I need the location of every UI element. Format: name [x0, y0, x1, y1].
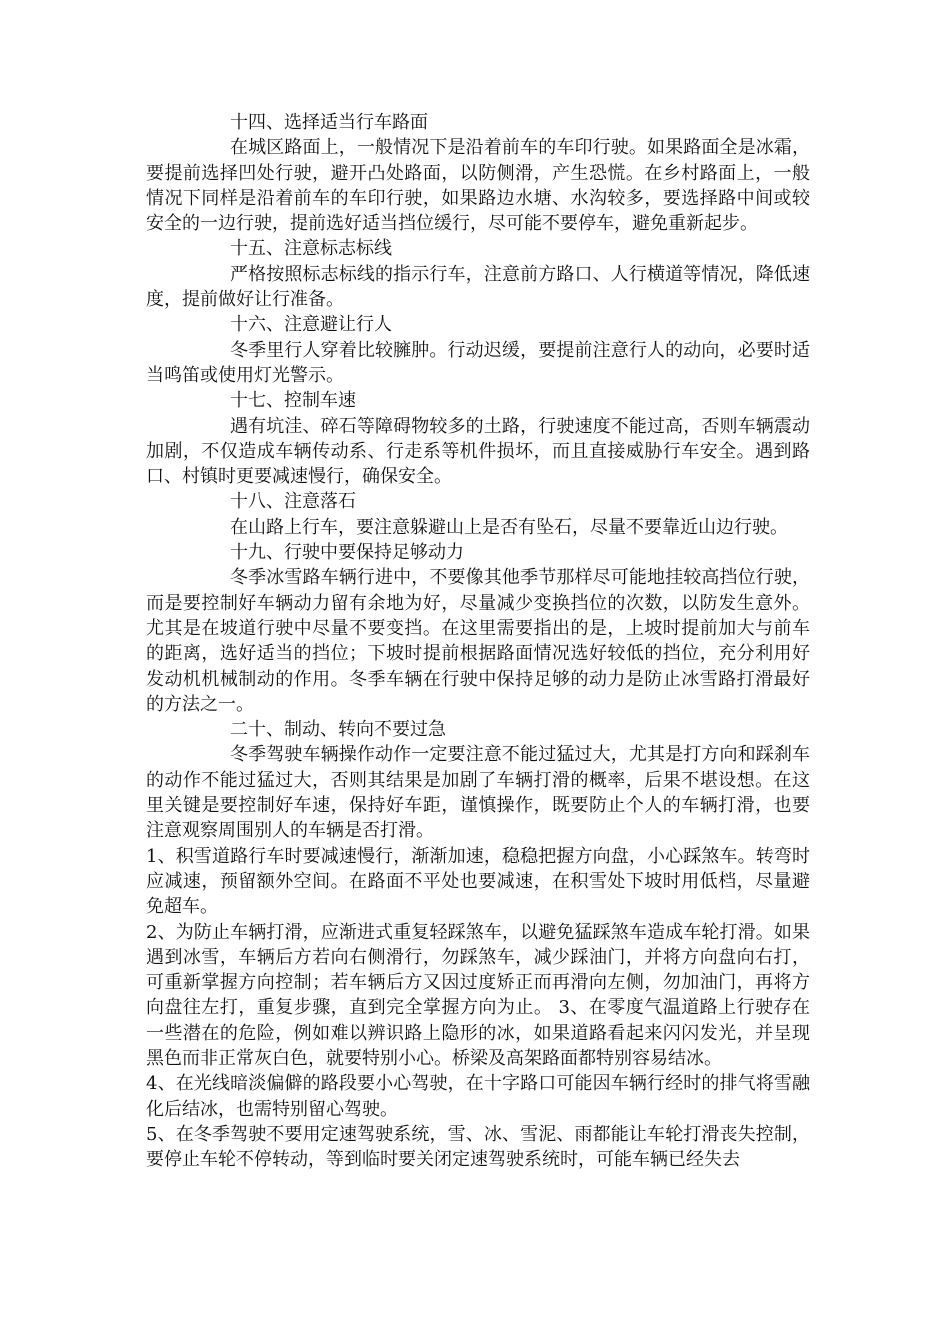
section-heading-15: 十五、注意标志标线 [230, 238, 392, 260]
section-body-16: 冬季里行人穿着比较臃肿。行动迟缓，要提前注意行人的动向，必要时适当鸣笛或使用灯光警示。 [146, 339, 810, 386]
section-body-18: 在山路上行车，要注意躲避山上是否有坠石，尽量不要靠近山边行驶。 [230, 516, 788, 538]
section-body-14: 在城区路面上，一般情况下是沿着前车的车印行驶。如果路面全是冰霜，要提前选择凹处行驶，避开凸处路面，以防侧滑，产生恐慌。在乡村路面上，一般情况下同样是沿着前车的车印行驶，如果路边水塘、水沟较多，要选择路中间或较安全的一边行驶，提前选好适当挡位缓行，尽可能不要停车，避免重新起步。 [146, 137, 810, 235]
section-heading-20: 二十、制动、转向不要过急 [230, 719, 446, 741]
list-item: 1、积雪道路行车时要减速慢行，渐渐加速，稳稳把握方向盘，小心踩煞车。转弯时应减速，预留额外空间。在路面不平处也要减速，在积雪处下坡时用低档，尽量避免超车。 [146, 845, 810, 918]
section-heading-18: 十八、注意落石 [230, 491, 356, 513]
section-body-17: 遇有坑洼、碎石等障碍物较多的土路，行驶速度不能过高，否则车辆震动加剧，不仅造成车辆传动系、行走系等机件损坏，而且直接威胁行车安全。遇到路口、村镇时更要减速慢行，确保安全。 [146, 415, 810, 488]
list-item: 2、为防止车辆打滑，应渐进式重复轻踩煞车，以避免猛踩煞车造成车轮打滑。如果遇到冰雪，车辆后方若向右侧滑行，勿踩煞车，减少踩油门，并将方向盘向右打，可重新掌握方向控制；若车辆后方又因过度矫正而再滑向左侧，勿加油门，再将方向盘往左打，重复步骤，直到完全掌握方向为止。 3、在零度气温道路上行驶存在一些潜在的危险，例如难以辨识路上隐形的冰，如果道路看起来闪闪发光，并呈现黑色而非正常灰白色，就要特别小心。桥梁及高架路面都特别容易结冰。 [146, 921, 810, 1069]
document-page [146, 110, 810, 1172]
section-body-15: 严格按照标志标线的指示行车，注意前方路口、人行横道等情况，降低速度，提前做好让行准备。 [146, 263, 810, 311]
list-item: 5、在冬季驾驶不要用定速驾驶系统，雪、冰、雪泥、雨都能让车轮打滑丧失控制，要停止车轮不停转动，等到临时要关闭定速驾驶系统时，可能车辆已经失去 [146, 1123, 810, 1171]
list-item: 4、在光线暗淡偏僻的路段要小心驾驶，在十字路口可能因车辆行经时的排气将雪融化后结冰，也需特别留心驾驶。 [146, 1073, 810, 1120]
section-heading-17: 十七、控制车速 [230, 390, 356, 412]
section-heading-14: 十四、选择适当行车路面 [230, 112, 428, 133]
section-body-19: 冬季冰雪路车辆行进中，不要像其他季节那样尽可能地挂较高挡位行驶，而是要控制好车辆动力留有余地为好，尽量减少变换挡位的次数，以防发生意外。尤其是在坡道行驶中尽量不要变挡。在这里需要指出的是，上坡时提前加大与前车的距离，选好适当的挡位；下坡时提前根据路面情况选好较低的挡位，充分利用好发动机机械制动的作用。冬季车辆在行驶中保持足够的动力是防止冰雪路打滑最好的方法之一。 [146, 567, 810, 715]
section-heading-16: 十六、注意避让行人 [230, 314, 392, 336]
section-heading-19: 十九、行驶中要保持足够动力 [230, 542, 464, 564]
section-body-20: 冬季驾驶车辆操作动作一定要注意不能过猛过大，尤其是打方向和踩刹车的动作不能过猛过大，否则其结果是加剧了车辆打滑的概率，后果不堪设想。在这里关键是要控制好车速，保持好车距，谨慎操作，既要防止个人的车辆打滑，也要注意观察周围别人的车辆是否打滑。 [146, 744, 810, 842]
